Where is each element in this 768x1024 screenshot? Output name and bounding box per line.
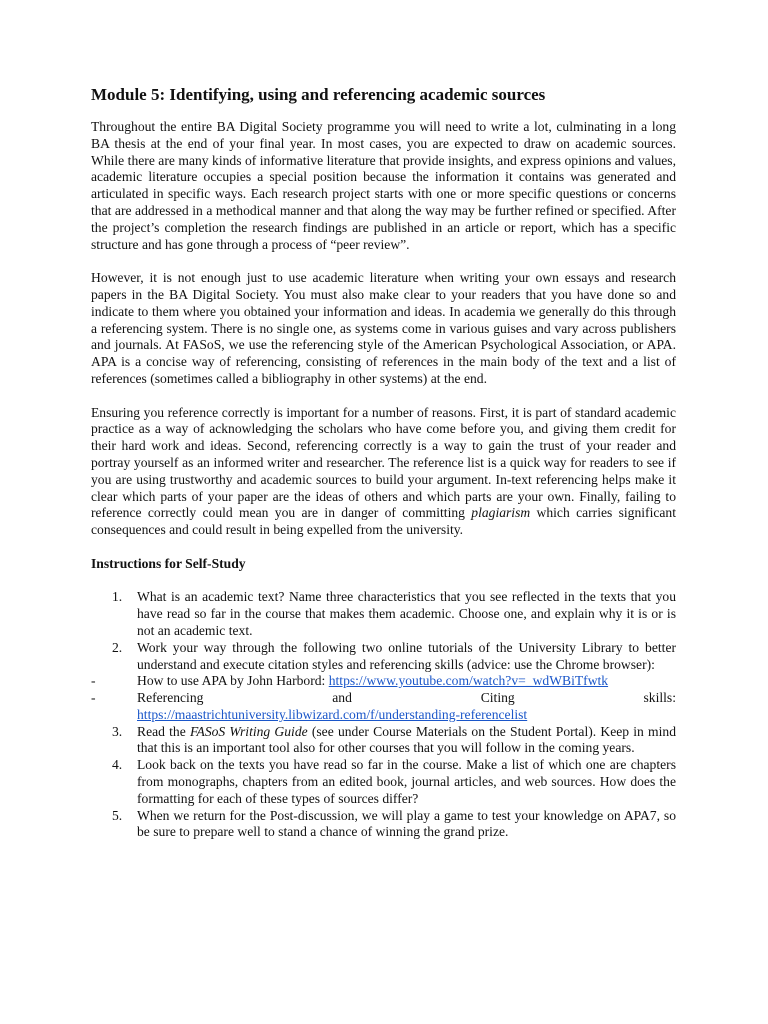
item-text: When we return for the Post-discussion, we will play a game to test your knowledge on APA7, so be sure to prepare well to stand a chance of winning the grand prize. (137, 807, 676, 840)
item-number: 5. (112, 807, 123, 823)
item-number: 2. (112, 639, 123, 655)
item-number: 1. (112, 589, 123, 605)
item-number: 4. (112, 757, 123, 773)
instruction-item-1 (91, 589, 676, 639)
instructions-list (91, 589, 676, 841)
paragraph-importance-text: Ensuring you reference correctly is important for a number of reasons. First, it is part of standard academic practice as a way of acknowledging the scholars who have come before you, and giving them credit for their hard work and ideas. Second, referencing correctly is a way to gain the trust of your reader and portray yourself as an informed writer and researcher. The reference list is a quick way for readers to see if you are using trustworthy and academic sources to build your argument. In-text referencing helps make it clear which parts of your paper are the ideas of others and which parts are your own. Finally, failing to reference correctly could mean you are in danger of committing (91, 404, 676, 521)
item-number: 3. (112, 723, 123, 739)
dash-marker: - (91, 673, 96, 689)
word: skills: (643, 690, 676, 706)
instructions-heading: Instructions for Self-Study (91, 555, 246, 571)
paragraph-importance-end: which carries significant consequences and could result in being expelled from the university. (91, 505, 676, 538)
paragraph-intro: Throughout the entire BA Digital Society programme you will need to write a lot, culminating in a long BA thesis at the end of your final year. In most cases, you are expected to draw on academic sources. While there are many kinds of informative literature that provide insights, and express opinions and values, academic literature occupies a special position because the information it contains was generated and articulated in specific ways. Each research project starts with one or more specific questions or concerns that are addressed in a methodical manner and that along the way may be further refined or specified. After the project’s completion the research findings are published in an article or report, which has a specific structure and has gone through a process of “peer review”. (91, 119, 676, 252)
instruction-item-4 (91, 757, 676, 807)
referencing-skills-line (137, 690, 676, 707)
instruction-item-5 (91, 808, 676, 842)
paragraph-referencing: However, it is not enough just to use academic literature when writing your own essays and research papers in the BA Digital Society. You must also make clear to your readers that you have done so and indicate to them where you obtained your information and ideas. In academia we generally do this through a referencing system. There is no single one, as systems come in various guises and vary across publishers and journals. At FASoS, we use the referencing style of the American Psychological Association, or APA. APA is a concise way of referencing, consisting of references in the main body of the text and a list of references (sometimes called a bibliography in other systems) at the end. (91, 270, 676, 386)
paragraph-importance (91, 405, 676, 539)
libwizard-referencing-link[interactable]: https://maastrichtuniversity.libwizard.com/f/understanding-referencelist (137, 706, 528, 722)
item-text: How to use APA by John Harbord: (137, 673, 329, 689)
item-text: Look back on the texts you have read so far in the course. Make a list of which one are chapters from monographs, chapters from an edited book, journal articles, and web sources. How does the formatting for each of these types of sources differ? (137, 757, 676, 806)
document-page (91, 84, 676, 841)
item-text: What is an academic text? Name three characteristics that you see reflected in the texts that you have read so far in the course that makes them academic. Choose one, and explain why it is or is not an academic text. (137, 589, 676, 638)
page-title: Module 5: Identifying, using and referencing academic sources (91, 85, 546, 104)
plagiarism-emphasis: plagiarism (471, 505, 531, 521)
tutorial-item-apa (91, 673, 676, 690)
item-text: Work your way through the following two online tutorials of the University Library to better understand and execute citation styles and referencing skills (advice: use the Chrome browser): (137, 639, 676, 672)
tutorial-item-referencing (91, 690, 676, 724)
writing-guide-emphasis: FASoS Writing Guide (189, 723, 308, 739)
word: and (332, 690, 352, 706)
item-text: Read the (137, 723, 190, 739)
item-text-end: (see under Course Materials on the Student Portal). Keep in mind that this is an important tool also for other courses that you will follow in the coming years. (137, 723, 676, 756)
dash-marker: - (91, 690, 96, 706)
word: Referencing (137, 690, 204, 706)
instruction-item-3 (91, 724, 676, 758)
instruction-item-2 (91, 640, 676, 674)
youtube-apa-link[interactable]: https://www.youtube.com/watch?v=_wdWBiTfwtk (328, 673, 609, 689)
word: Citing (480, 690, 515, 706)
